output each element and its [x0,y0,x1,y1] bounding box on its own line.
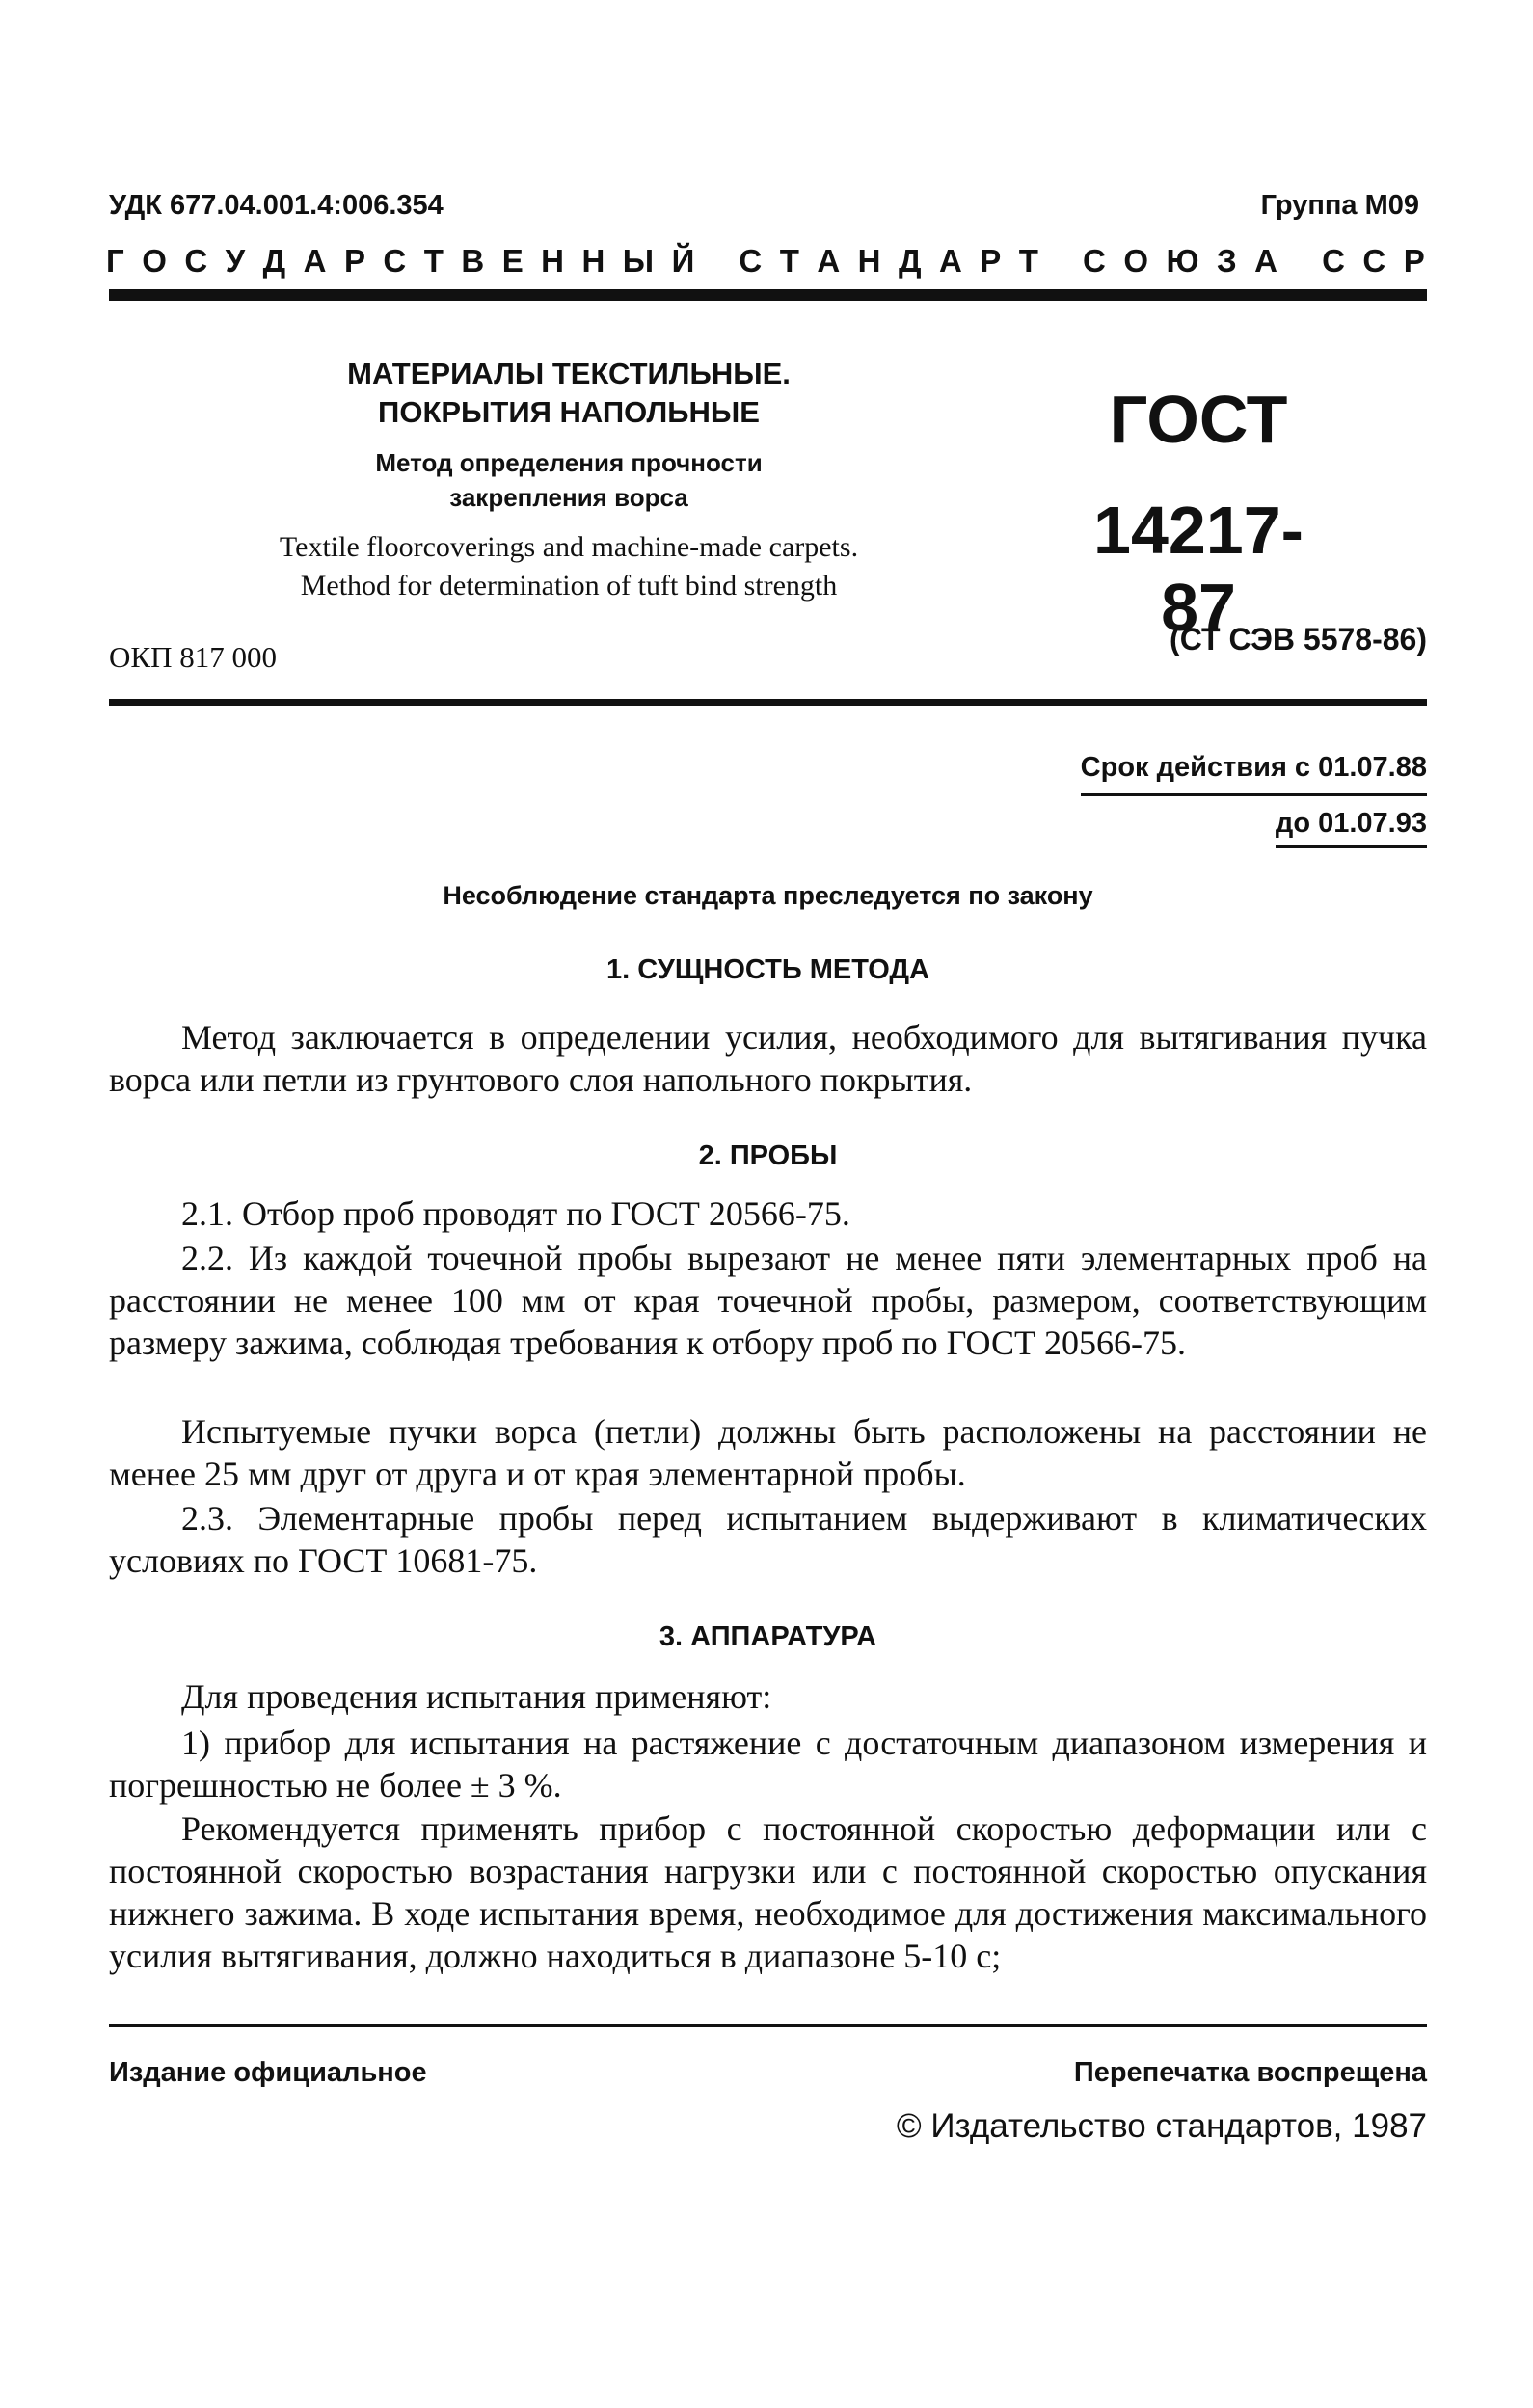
official-edition: Издание официальное [109,2057,427,2088]
valid-from: Срок действия с 01.07.88 [1081,752,1427,796]
banner-letter: Ю [1166,243,1201,279]
banner-letter: Н [541,243,567,279]
sev-reference: (СТ СЭВ 5578-86) [1170,622,1427,656]
banner-letter [713,243,723,280]
banner-letter: С [1362,243,1388,279]
banner-letter: Е [501,243,525,279]
english-title-1: Textile floorcoverings and machine-made carpets. [279,531,859,563]
method-line-2: закрепления ворса [449,483,688,512]
gost-label: ГОСТ [1109,382,1288,457]
legal-notice: Несоблюдение стандарта преследуется по закону [443,881,1093,910]
reprint-prohibited: Перепечатка воспрещена [1073,2057,1427,2088]
banner-letter: С [1322,243,1347,279]
banner-letter [1056,243,1066,280]
banner-letter: А [938,243,964,279]
paragraph-3-intro: Для проведения испытания применяют: [181,1677,772,1716]
banner-letter: А [817,243,843,279]
udk-code: УДК 677.04.001.4:006.354 [109,190,444,221]
banner-letter: О [142,243,169,279]
method-line-1: Метод определения прочности [375,448,763,477]
banner-letter: С [383,243,409,279]
banner-letter [1295,243,1305,280]
banner-letter: С [739,243,765,279]
banner-letter: Н [857,243,883,279]
paragraph-2-1: 2.1. Отбор проб проводят по ГОСТ 20566-75. [181,1194,850,1233]
section-3-heading: 3. АППАРАТУРА [659,1621,877,1652]
banner-letter: Ы [622,243,657,279]
section-2-heading: 2. ПРОБЫ [698,1140,838,1171]
banner-letter: В [461,243,487,279]
english-title-2: Method for determination of tuft bind strength [300,570,838,602]
banner-letter: Г [106,243,126,279]
paragraph-2-2-cont: Испытуемые пучки ворса (петли) должны быть расположены на расстоянии не менее 25 мм друг от друга и от края элементарной пробы. [109,1412,1427,1493]
banner-letter: С [1083,243,1108,279]
section-1-heading: 1. СУЩНОСТЬ МЕТОДА [605,954,929,985]
copyright: © Издательство стандартов, 1987 [896,2107,1427,2145]
banner-letter: Д [262,243,288,279]
banner-letter: З [1217,243,1239,279]
paragraph-3-recommendation: Рекомендуется применять прибор с постоянной скоростью деформации или с постоянной скоростью возрастания нагрузки или с постоянной скоростью опускания нижнего зажима. В ходе испытания время, необходимое для достижения максимального усилия вытягивания, должно находиться в диапазоне 5-10 с; [109,1809,1427,1975]
paragraph-3-item-1: 1) прибор для испытания на растяжение с достаточным диапазоном измерения и погрешностью не более ± 3 %. [109,1724,1427,1805]
section-1-paragraph: Метод заключается в определении усилия, необходимого для вытягивания пучка ворса или петли из грунтового слоя напольного покрытия. [109,1018,1427,1099]
footer-rule [109,2024,1427,2027]
title-line-2: ПОКРЫТИЯ НАПОЛЬНЫЕ [378,395,760,429]
banner-letter: Н [581,243,607,279]
banner-letter: А [1254,243,1279,279]
banner-letter: Р [343,243,367,279]
banner-letter: Т [423,243,445,279]
group-code: Группа М09 [1260,190,1419,221]
banner-letter: А [303,243,329,279]
banner-letter: У [225,243,248,279]
banner-letter: Р [1403,243,1427,279]
banner-letter: Й [671,243,697,279]
valid-to: до 01.07.93 [1276,796,1427,848]
validity-block [1081,752,1427,848]
banner-letter: Т [779,243,801,279]
paragraph-2-3: 2.3. Элементарные пробы перед испытанием выдерживают в климатических условиях по ГОСТ 10681-75. [109,1499,1427,1580]
banner-letter: О [1123,243,1151,279]
title-line-1: МАТЕРИАЛЫ ТЕКСТИЛЬНЫЕ. [347,357,791,390]
gost-number: 14217-87 [1093,493,1304,645]
banner-letter: Т [1018,243,1040,279]
paragraph-2-2: 2.2. Из каждой точечной пробы вырезают не менее пяти элементарных проб на расстоянии не менее 100 мм от края точечной пробы, размером, соответствующим размеру зажима, соблюдая требования к отбору проб по ГОСТ 20566-75. [109,1239,1427,1362]
header-rule [109,289,1427,301]
banner-letter: Д [898,243,924,279]
banner-letter: Р [980,243,1004,279]
title-rule [109,699,1427,706]
okp-code: ОКП 817 000 [109,640,277,674]
banner-letter: С [184,243,210,279]
title-block [193,355,945,605]
state-standard-banner [106,243,1427,280]
